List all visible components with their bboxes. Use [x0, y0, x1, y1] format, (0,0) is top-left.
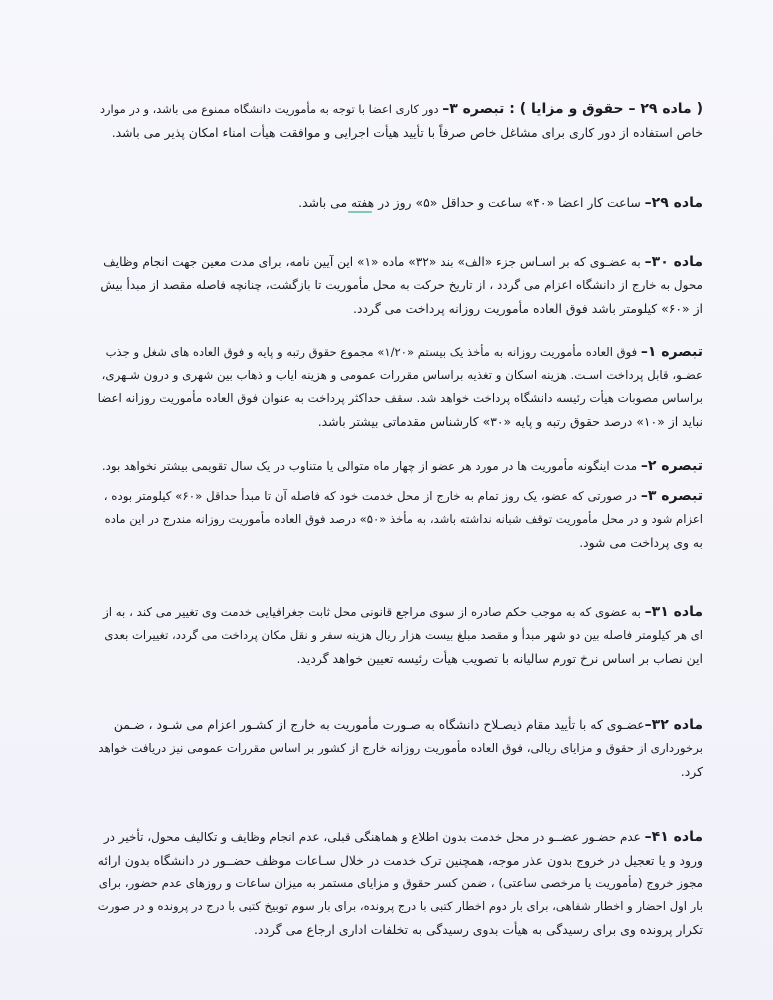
line	[98, 274, 703, 297]
line	[98, 647, 703, 670]
line-text: دور کاری اعضا با توجه به مأموریت دانشگاه ممنوع می باشد، و در موارد	[99, 102, 443, 116]
line-text: عضـوی که با تأیید مقام ذیصـلاح دانشگاه به صـورت مأموریت به خارج از کشـور اعزام می شـود ، ضـمن	[113, 717, 645, 732]
line	[98, 918, 703, 941]
note-30-1-paragraph	[98, 341, 703, 433]
line-text: مدت اینگونه مأموریت ها در مورد هر عضو از چهار ماه متوالی یا متناوب در یک سال تقویمی بیشتر نخواهد بود.	[101, 459, 641, 473]
article-29-paragraph	[98, 191, 703, 215]
line	[98, 826, 703, 849]
line-text: کرد.	[680, 764, 703, 779]
line	[98, 410, 703, 433]
line	[98, 760, 703, 783]
line-text: اعزام شود و در محل مأموریت توقف شبانه نداشته باشد، به مأخذ «۵۰» درصد فوق العاده مأموریت روزانه مندرج در این ماده	[104, 512, 703, 526]
line-text: برخورداری از حقوق و مزایای ریالی، فوق العاده مأموریت روزانه خارج از کشور بر اساس مقررات عمومی نیز دریافت خواهد	[98, 741, 703, 755]
line-text: ورود و یا تعجیل در خروج بدون عذر موجه، همچنین ترک خدمت در خلال سـاعات موظف حضــور در دانشگاه بدون ارائه	[97, 853, 703, 868]
line-text: عضـو، قابل پرداخت اسـت. هزینه اسکان و تغذیه براساس مقررات عمومی و هزینه ایاب و ذهاب بین شهری و درون شـهری،	[101, 368, 703, 382]
line-text: عدم حضـور عضــو در محل خدمت بدون اطلاع و هماهنگی قبلی، عدم انجام وظایف و تکالیف محول، تأخیر در	[103, 830, 645, 844]
article-31-paragraph	[98, 601, 703, 670]
heading: ماده ۲۹–	[644, 195, 703, 211]
article-32-paragraph	[98, 713, 703, 783]
line-text: ساعت کار اعضا «۴۰» ساعت و حداقل «۵» روز در هفته می باشد.	[298, 195, 645, 210]
line	[98, 251, 703, 274]
line-text: به عضوی که به موجب حکم صادره از سوی مراجع قانونی محل ثابت جغرافیایی خدمت وی تغییر می کند ، به از	[103, 605, 645, 619]
line	[98, 364, 703, 387]
line	[98, 737, 703, 760]
line	[98, 455, 703, 478]
note-30-3-paragraph	[98, 485, 703, 554]
heading: ماده ۳۰–	[644, 254, 703, 270]
line-text: این نصاب بر اساس نرخ تورم سالیانه با تصویب هیأت رئیسه تعیین خواهد گردید.	[296, 651, 703, 666]
line	[98, 191, 703, 215]
note-30-2-paragraph	[98, 455, 703, 478]
line-text: ای هر کیلومتر فاصله بین دو شهر مبدأ و مقصد مبلغ بیست هزار ریال هزینه سفر و نقل مکان پرداخت می گردد، تغییرات بعدی	[104, 628, 703, 642]
line	[98, 485, 703, 508]
heading: ماده ۳۲–	[644, 717, 703, 733]
line-text: در صورتی که عضو، یک روز تمام به خارج از محل خدمت خود که فاصله آن تا مبدأ حداقل «۶۰» کیلومتر بوده ،	[103, 489, 641, 503]
line	[98, 849, 703, 872]
heading: ( ماده ۲۹ – حقوق و مزایا ) : تبصره ۳–	[442, 101, 703, 117]
line-text: فوق العاده مأموریت روزانه به مأخذ یک بیستم «۱/۲۰» مجموع حقوق رتبه و پایه و فوق العاده های شغل و جذب	[105, 345, 641, 359]
heading: تبصره ۲–	[640, 458, 703, 474]
heading: ماده ۴۱–	[644, 829, 703, 845]
line	[98, 508, 703, 531]
line-text: بار اول احضار و اخطار شفاهی، برای بار دوم اخطار کتبی با درج پرونده، برای بار سوم توبیخ کتبی با درج در پرونده و در صورت	[97, 899, 703, 913]
line	[98, 872, 703, 895]
line-text: براساس مصوبات هیأت رئیسه دانشگاه پرداخت خواهد شد. سقف حداکثر پرداخت به عنوان فوق العاده مأموریت روزانه اعضا	[97, 391, 703, 405]
line-text: به عضـوی که بر اسـاس جزء «الف» بند «۳۲» ماده «۱» این آیین نامه، برای مدت معین جهت انجام وظایف	[103, 255, 645, 269]
line	[98, 895, 703, 918]
note-29-3-paragraph	[98, 98, 703, 144]
article-41-paragraph	[98, 826, 703, 941]
line-text: مجوز خروج (مأموریت یا مرخصی ساعتی) ، ضمن کسر حقوق و مزایای مستمر به میزان ساعات و روزهای عدم حضور، برای	[98, 876, 703, 890]
line-text: به وی پرداخت می شود.	[579, 535, 703, 550]
line	[98, 387, 703, 410]
line-text: نباید از «۱۰» درصد حقوق رتبه و پایه «۳۰» کارشناس مقدماتی بیشتر باشد.	[317, 414, 703, 429]
heading: تبصره ۳–	[640, 488, 703, 504]
line	[98, 624, 703, 647]
article-30-paragraph	[98, 251, 703, 320]
line	[98, 98, 703, 121]
line-text: از «۶۰» کیلومتر باشد فوق العاده مأموریت روزانه پرداخت می گردد.	[353, 301, 703, 316]
line	[98, 601, 703, 624]
heading: تبصره ۱–	[640, 344, 703, 360]
line	[98, 531, 703, 554]
line	[98, 121, 703, 144]
line-text: محول به خارج از دانشگاه اعزام می گردد ، از تاریخ حرکت به محل مأموریت تا بازگشت، چنانچه فاصله مقصد از مبدأ بیش	[100, 278, 703, 292]
heading: ماده ۳۱–	[644, 604, 703, 620]
line-text: تکرار پرونده وی برای رسیدگی به هیأت بدوی رسیدگی به تخلفات اداری ارجاع می گردد.	[254, 922, 703, 937]
line	[98, 341, 703, 364]
line	[98, 297, 703, 320]
line-text: خاص استفاده از دور کاری برای مشاغل خاص صرفاً با تأیید هیأت اجرایی و موافقت هیأت امناء امکان پذیر می باشد.	[111, 125, 703, 140]
line	[98, 713, 703, 737]
